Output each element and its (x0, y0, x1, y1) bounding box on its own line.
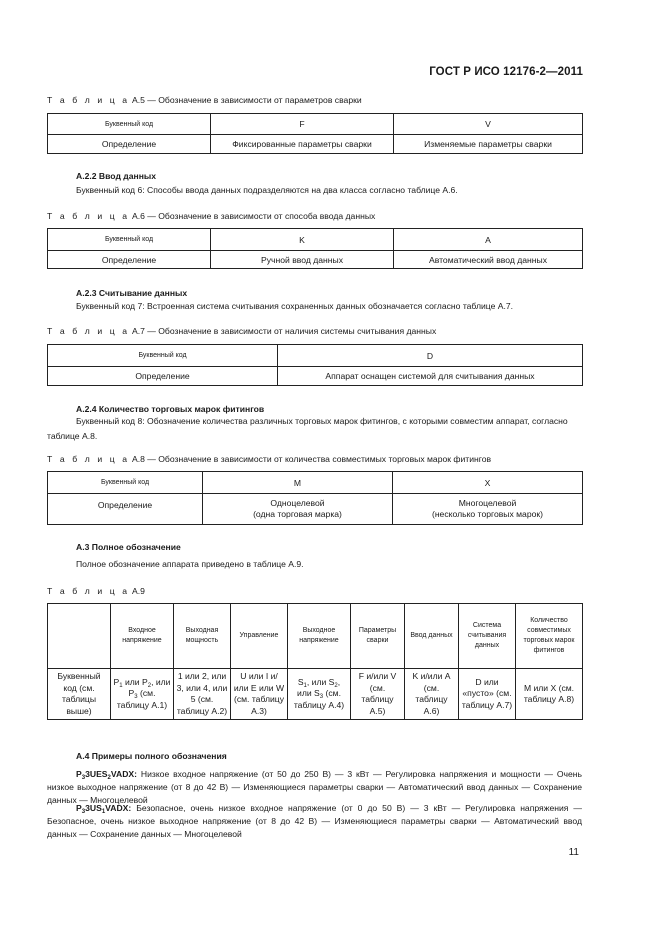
cell-subscript: 2 (334, 682, 338, 689)
code-text: P (76, 769, 82, 779)
example-text: Безопасное, очень низкое входное напряжение (от 0 до 50 В) — 3 кВт — Регулировка напряжения — Безопасное, очень низкое выходное напряжение (от 8 до 42 В) — Изменяющиеся параметры сварки — Автоматический ввод данных — Сохранение данных — Многоцелевой (47, 803, 582, 839)
standard-header: ГОСТ Р ИСО 12176-2—2011 (429, 66, 583, 78)
table-a9 (47, 603, 583, 720)
code-cell: M (203, 472, 393, 494)
header-cell: Ввод данных (405, 604, 459, 669)
cell-text: или P (122, 676, 148, 687)
definition-label-cell: Определение (48, 367, 278, 386)
definition-line: Одноцелевой (270, 498, 325, 508)
code-text: VADX: (110, 769, 138, 779)
table-caption-prefix: Т а б л и ц а (47, 454, 130, 464)
cell-text: , или S (297, 676, 341, 699)
table-a9-caption (47, 586, 145, 596)
code-cell: K (211, 229, 394, 251)
code-label-cell: Буквенный код (48, 229, 211, 251)
row-label-cell: Буквенный код (см. таблицы выше) (48, 669, 111, 720)
header-cell: Выходное напряжение (288, 604, 351, 669)
definition-cell: Ручной ввод данных (211, 251, 394, 269)
data-cell: F и/или V (см. таблицу А.5) (351, 669, 405, 720)
code-cell: F (211, 114, 394, 135)
section-a24-text: Буквенный код 8: Обозначение количества различных торговых марок фитингов, с которыми совместим аппарат, согласно таблице А.8. (47, 416, 568, 441)
cell-subscript: 2 (147, 682, 152, 689)
cell-text: , или P (128, 676, 171, 699)
code-cell: X (393, 472, 583, 494)
definition-cell (393, 494, 583, 525)
table-a5-caption (47, 95, 362, 105)
header-cell: Параметры сварки (351, 604, 405, 669)
section-heading-a24: А.2.4 Количество торговых марок фитингов (76, 404, 265, 414)
header-cell: Управление (231, 604, 288, 669)
code-label-cell: Буквенный код (48, 114, 211, 135)
table-caption-prefix: Т а б л и ц а (47, 211, 130, 221)
cell-subscript: 1 (303, 682, 307, 689)
cell-subscript: 3 (134, 694, 138, 701)
header-cell: Выходная мощность (174, 604, 231, 669)
code-subscript: 3 (81, 775, 86, 781)
code-cell: V (394, 114, 583, 135)
code-text: P (76, 803, 82, 813)
definition-line: Многоцелевой (458, 498, 517, 508)
example-code (76, 769, 137, 779)
table-caption-prefix: Т а б л и ц а (47, 95, 130, 105)
definition-cell (203, 494, 393, 525)
code-subscript: 2 (107, 775, 111, 781)
code-text: VADX: (105, 803, 132, 813)
example-code (76, 803, 131, 813)
data-cell: M или X (см. таблицу А.8) (516, 669, 583, 720)
section-a3-text: Полное обозначение аппарата приведено в таблице А.9. (76, 559, 304, 569)
table-caption-prefix: Т а б л и ц а (47, 326, 130, 336)
table-a7 (47, 344, 583, 386)
definition-cell: Автоматический ввод данных (394, 251, 583, 269)
header-cell: Количество совместимых торговых марок фитингов (516, 604, 583, 669)
example-2 (47, 802, 582, 841)
data-cell: D или «пусто» (см. таблицу А.7) (459, 669, 516, 720)
data-cell (111, 669, 174, 720)
definition-line: (несколько торговых марок) (431, 509, 544, 519)
table-a7-caption (47, 326, 436, 336)
header-cell: Входное напряжение (111, 604, 174, 669)
section-a22-text: Буквенный код 6: Способы ввода данных подразделяются на два класса согласно таблице А.6. (76, 185, 458, 195)
section-a23-text: Буквенный код 7: Встроенная система считывания сохраненных данных обозначается согласно таблице А.7. (76, 301, 514, 311)
section-heading-a22: А.2.2 Ввод данных (76, 171, 157, 181)
definition-label-cell: Определение (48, 494, 203, 525)
cell-text: P (113, 676, 120, 687)
cell-subscript: 1 (119, 682, 123, 689)
code-subscript: 3 (81, 809, 86, 815)
table-caption-text: А.6 — Обозначение в зависимости от способа ввода данных (131, 211, 376, 221)
page-number: 11 (568, 847, 579, 858)
definition-cell: Изменяемые параметры сварки (394, 135, 583, 154)
code-text: 3US (85, 803, 102, 813)
definition-cell: Фиксированные параметры сварки (211, 135, 394, 154)
code-subscript: 1 (101, 809, 106, 815)
table-a8 (47, 471, 583, 525)
cell-text: (см. таблицу А.1) (116, 688, 168, 710)
example-text: Низкое входное напряжение (от 50 до 250 В) — 3 кВт — Регулировка напряжения и мощности — Очень низкое выходное напряжение (от 8 до 42 В) — Изменяющиеся параметры сварки — Автоматический ввод данных — Сохранение данных — Многоцелевой (47, 769, 582, 805)
code-label-cell: Буквенный код (48, 472, 203, 494)
table-caption-text: А.5 — Обозначение в зависимости от параметров сварки (131, 95, 362, 105)
cell-text: , или S (306, 676, 335, 687)
table-caption-text: А.7 — Обозначение в зависимости от наличия системы считывания данных (131, 326, 437, 336)
table-caption-text: А.9 (131, 586, 145, 596)
definition-line: (одна торговая марка) (253, 509, 342, 519)
section-heading-a4: А.4 Примеры полного обозначения (76, 751, 227, 761)
section-heading-a3: А.3 Полное обозначение (76, 542, 181, 552)
table-a8-caption (47, 454, 491, 464)
table-caption-prefix: Т а б л и ц а (47, 586, 130, 596)
header-cell: Система считывания данных (459, 604, 516, 669)
data-cell: K и/или A (см. таблицу А.6) (405, 669, 459, 720)
data-cell: 1 или 2, или 3, или 4, или 5 (см. таблицу А.2) (174, 669, 231, 720)
code-cell: D (278, 345, 583, 367)
empty-header-cell (48, 604, 111, 669)
definition-label-cell: Определение (48, 135, 211, 154)
code-text: 3UES (85, 769, 108, 779)
definition-cell: Аппарат оснащен системой для считывания данных (278, 367, 583, 386)
code-cell: A (394, 229, 583, 251)
cell-subscript: 3 (319, 694, 324, 701)
table-a6-caption (47, 211, 375, 221)
table-a6 (47, 228, 583, 269)
table-a5 (47, 113, 583, 154)
data-cell (288, 669, 351, 720)
definition-label-cell: Определение (48, 251, 211, 269)
data-cell: U или I и/или E или W (см. таблицу А.3) (231, 669, 288, 720)
cell-text: (см. таблицу А.4) (293, 688, 345, 710)
section-heading-a23: А.2.3 Считывание данных (76, 288, 188, 298)
code-label-cell: Буквенный код (48, 345, 278, 367)
table-caption-text: А.8 — Обозначение в зависимости от количества совместимых торговых марок фитингов (131, 454, 492, 464)
cell-text: S (297, 676, 304, 687)
